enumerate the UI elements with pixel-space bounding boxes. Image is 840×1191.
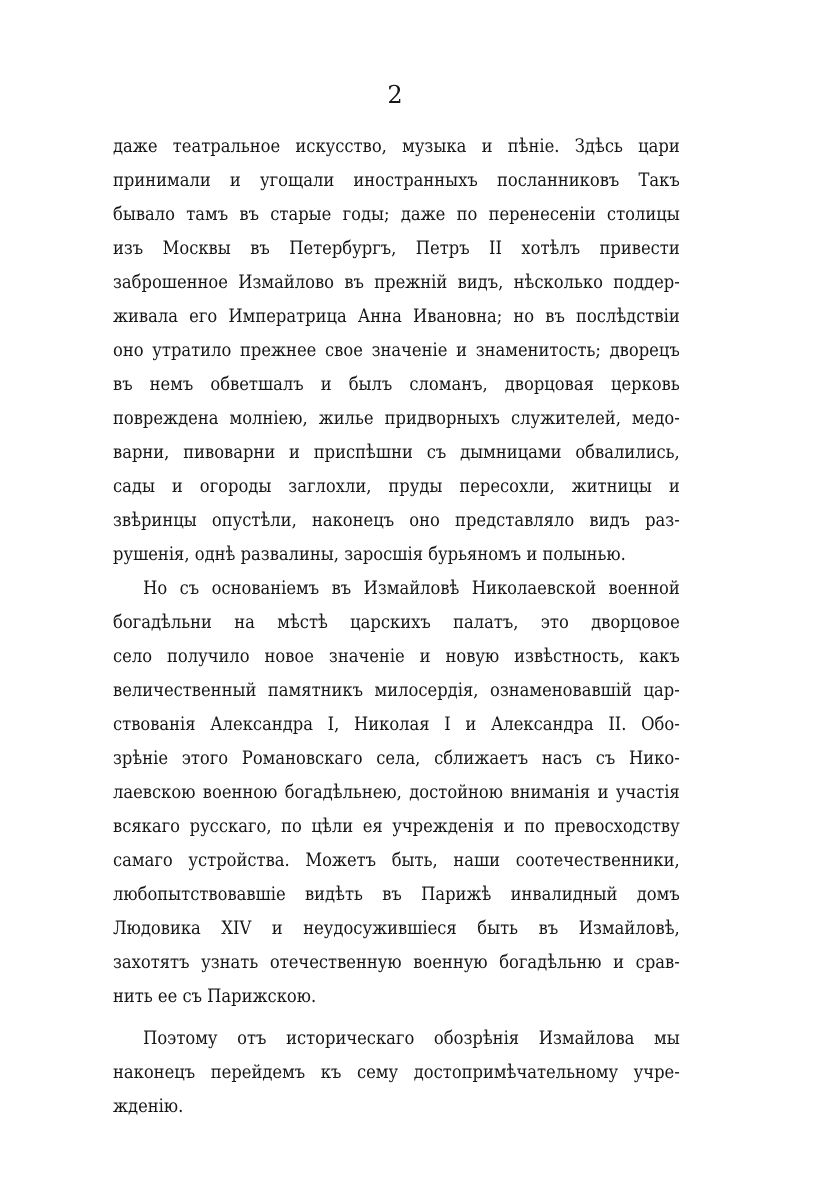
text-line: Поэтому отъ историческаго обозрѣнія Измайлова мы	[143, 1027, 680, 1049]
text-line: любопытствовавшіе видѣть въ Парижѣ инвалидный домъ	[113, 883, 680, 905]
text-line: жденію.	[113, 1095, 184, 1117]
body-text	[113, 129, 680, 1123]
text-line: богадѣльни на мѣстѣ царскихъ палатъ, это дворцовое	[113, 611, 680, 633]
page-number: 2	[387, 81, 403, 109]
text-line: сады и огороды заглохли, пруды пересохли, житницы и	[113, 475, 680, 497]
text-line: Людовика XIV и неудосужившіеся быть въ Измайловѣ,	[113, 917, 680, 939]
text-line: оно утратило прежнее свое значеніе и знаменитость; дворецъ	[113, 339, 680, 361]
text-line: самаго устройства. Можетъ быть, наши соотечественники,	[113, 849, 680, 871]
text-line: повреждена молніею, жилье придворныхъ служителей, медо-	[113, 407, 680, 429]
text-line: звѣринцы опустѣли, наконецъ оно представляло видъ раз-	[113, 509, 680, 531]
text-line: въ немъ обветшалъ и былъ сломанъ, дворцовая церковь	[113, 373, 680, 395]
text-line: рушенія, однѣ развалины, заросшія бурьяномъ и полынью.	[113, 543, 626, 565]
text-line: изъ Москвы въ Петербургъ, Петръ II хотѣлъ привести	[113, 237, 680, 259]
text-line: заброшенное Измайлово въ прежній видъ, нѣсколько поддер-	[113, 271, 680, 293]
text-line: лаевскою военною богадѣльнею, достойною вниманія и участія	[113, 781, 680, 803]
text-line: величественный памятникъ милосердія, ознаменовавшій цар-	[113, 679, 680, 701]
text-line: бывало тамъ въ старые годы; даже по перенесеніи столицы	[113, 203, 680, 225]
text-line: село получило новое значеніе и новую извѣстность, какъ	[113, 645, 680, 667]
text-line: даже театральное искусство, музыка и пѣніе. Здѣсь цари	[113, 135, 680, 157]
text-line: захотятъ узнать отечественную военную богадѣльню и срав-	[113, 951, 680, 973]
text-line: Но съ основаніемъ въ Измайловѣ Николаевской военной	[143, 577, 680, 599]
text-line: наконецъ перейдемъ къ сему достопримѣчательному учре-	[113, 1061, 680, 1083]
text-line: живала его Императрица Анна Ивановна; но въ послѣдствіи	[113, 305, 680, 327]
text-line: ствованія Александра I, Николая I и Александра II. Обо-	[113, 713, 680, 735]
text-line: принимали и угощали иностранныхъ посланниковъ Такъ	[113, 169, 680, 191]
text-line: всякаго русскаго, по цѣли ея учрежденія и по превосходству	[113, 815, 680, 837]
text-line: зрѣніе этого Романовскаго села, сближаетъ насъ съ Нико-	[113, 747, 680, 769]
text-line: нить ее съ Парижскою.	[113, 985, 317, 1007]
text-line: варни, пивоварни и приспѣшни съ дымницами обвалились,	[113, 441, 680, 463]
